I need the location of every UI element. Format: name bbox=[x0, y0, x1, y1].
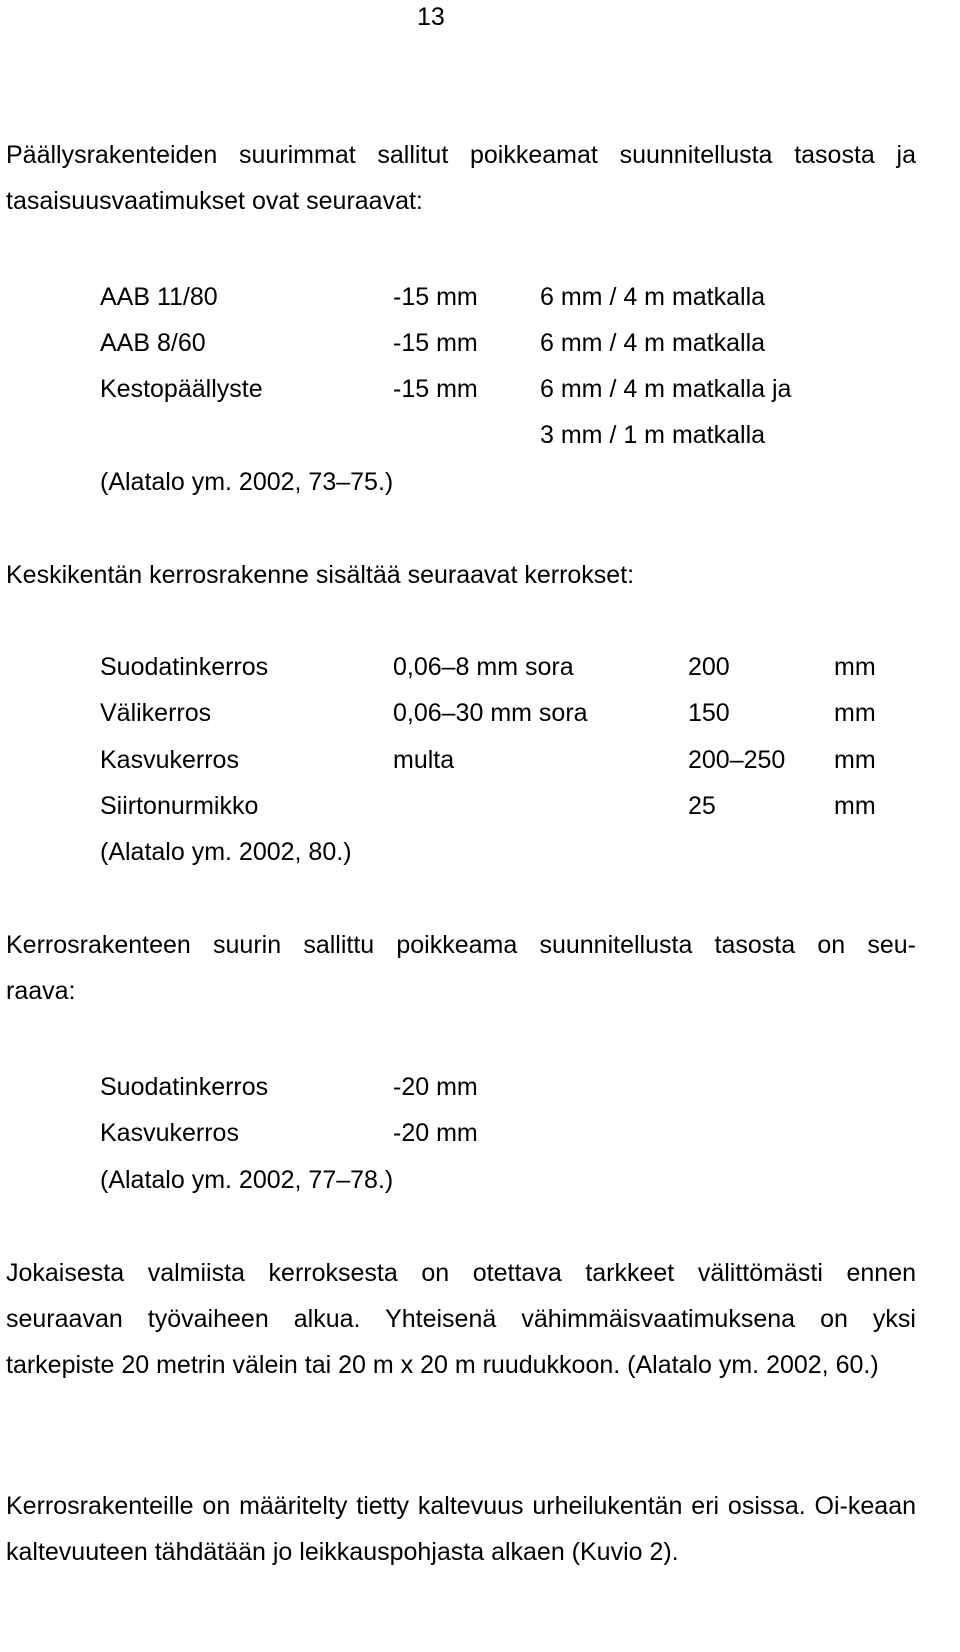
deviations-source: (Alatalo ym. 2002, 77–78.) bbox=[100, 1166, 394, 1194]
tolerance-evenness: 6 mm / 4 m matkalla ja bbox=[540, 375, 792, 403]
layer-material: 0,06–8 mm sora bbox=[393, 653, 574, 681]
intro-line-1: Päällysrakenteiden suurimmat sallitut poikkeamat suunnitellusta tasosta ja bbox=[6, 141, 916, 169]
layer-thickness: 25 bbox=[688, 792, 716, 820]
tolerance-deviation: -15 mm bbox=[393, 283, 478, 311]
page-number: 13 bbox=[417, 3, 445, 31]
tolerances-source: (Alatalo ym. 2002, 73–75.) bbox=[100, 468, 394, 496]
layer-name: Välikerros bbox=[100, 699, 212, 727]
layer-unit: mm bbox=[834, 699, 876, 727]
deviation-layer: Suodatinkerros bbox=[100, 1073, 269, 1101]
slope-paragraph: Kerrosrakenteille on määritelty tietty kaltevuus urheilukentän eri osissa. Oi-keaan kaltevuuteen tähdätään jo leikkauspohjasta alkaen (Kuvio 2). bbox=[6, 1492, 916, 1566]
deviation-intro-line-1: Kerrosrakenteen suurin sallittu poikkeama suunnitellusta tasosta on seu- bbox=[6, 931, 916, 959]
layer-material: 0,06–30 mm sora bbox=[393, 699, 588, 727]
tolerance-evenness: 3 mm / 1 m matkalla bbox=[540, 421, 766, 449]
deviation-value: -20 mm bbox=[393, 1073, 478, 1101]
layer-name: Suodatinkerros bbox=[100, 653, 269, 681]
sampling-paragraph: Jokaisesta valmiista kerroksesta on otettava tarkkeet välittömästi ennen seuraavan työvaiheen alkua. Yhteisenä vähimmäisvaatimuksena on yksi tarkepiste 20 metrin välein tai 20 m x 20 m ruudukkoon. (Alatalo ym. 2002, 60.) bbox=[6, 1259, 916, 1379]
layer-unit: mm bbox=[834, 792, 876, 820]
layer-thickness: 150 bbox=[688, 699, 730, 727]
tolerance-deviation: -15 mm bbox=[393, 375, 478, 403]
tolerance-material: AAB 11/80 bbox=[100, 283, 218, 311]
tolerance-evenness: 6 mm / 4 m matkalla bbox=[540, 329, 766, 357]
tolerance-evenness: 6 mm / 4 m matkalla bbox=[540, 283, 766, 311]
layer-name: Siirtonurmikko bbox=[100, 792, 259, 820]
tolerance-material: AAB 8/60 bbox=[100, 329, 206, 357]
layer-name: Kasvukerros bbox=[100, 746, 239, 774]
tolerance-material: Kestopäällyste bbox=[100, 375, 263, 403]
deviation-layer: Kasvukerros bbox=[100, 1119, 239, 1147]
tolerance-deviation: -15 mm bbox=[393, 329, 478, 357]
layers-source: (Alatalo ym. 2002, 80.) bbox=[100, 838, 352, 866]
layer-thickness: 200–250 bbox=[688, 746, 786, 774]
deviation-intro-line-2: raava: bbox=[6, 977, 76, 1005]
layer-material: multa bbox=[393, 746, 455, 774]
deviation-value: -20 mm bbox=[393, 1119, 478, 1147]
layer-unit: mm bbox=[834, 746, 876, 774]
layer-unit: mm bbox=[834, 653, 876, 681]
layer-thickness: 200 bbox=[688, 653, 730, 681]
layers-intro: Keskikentän kerrosrakenne sisältää seuraavat kerrokset: bbox=[6, 561, 635, 589]
intro-line-2: tasaisuusvaatimukset ovat seuraavat: bbox=[6, 187, 423, 215]
